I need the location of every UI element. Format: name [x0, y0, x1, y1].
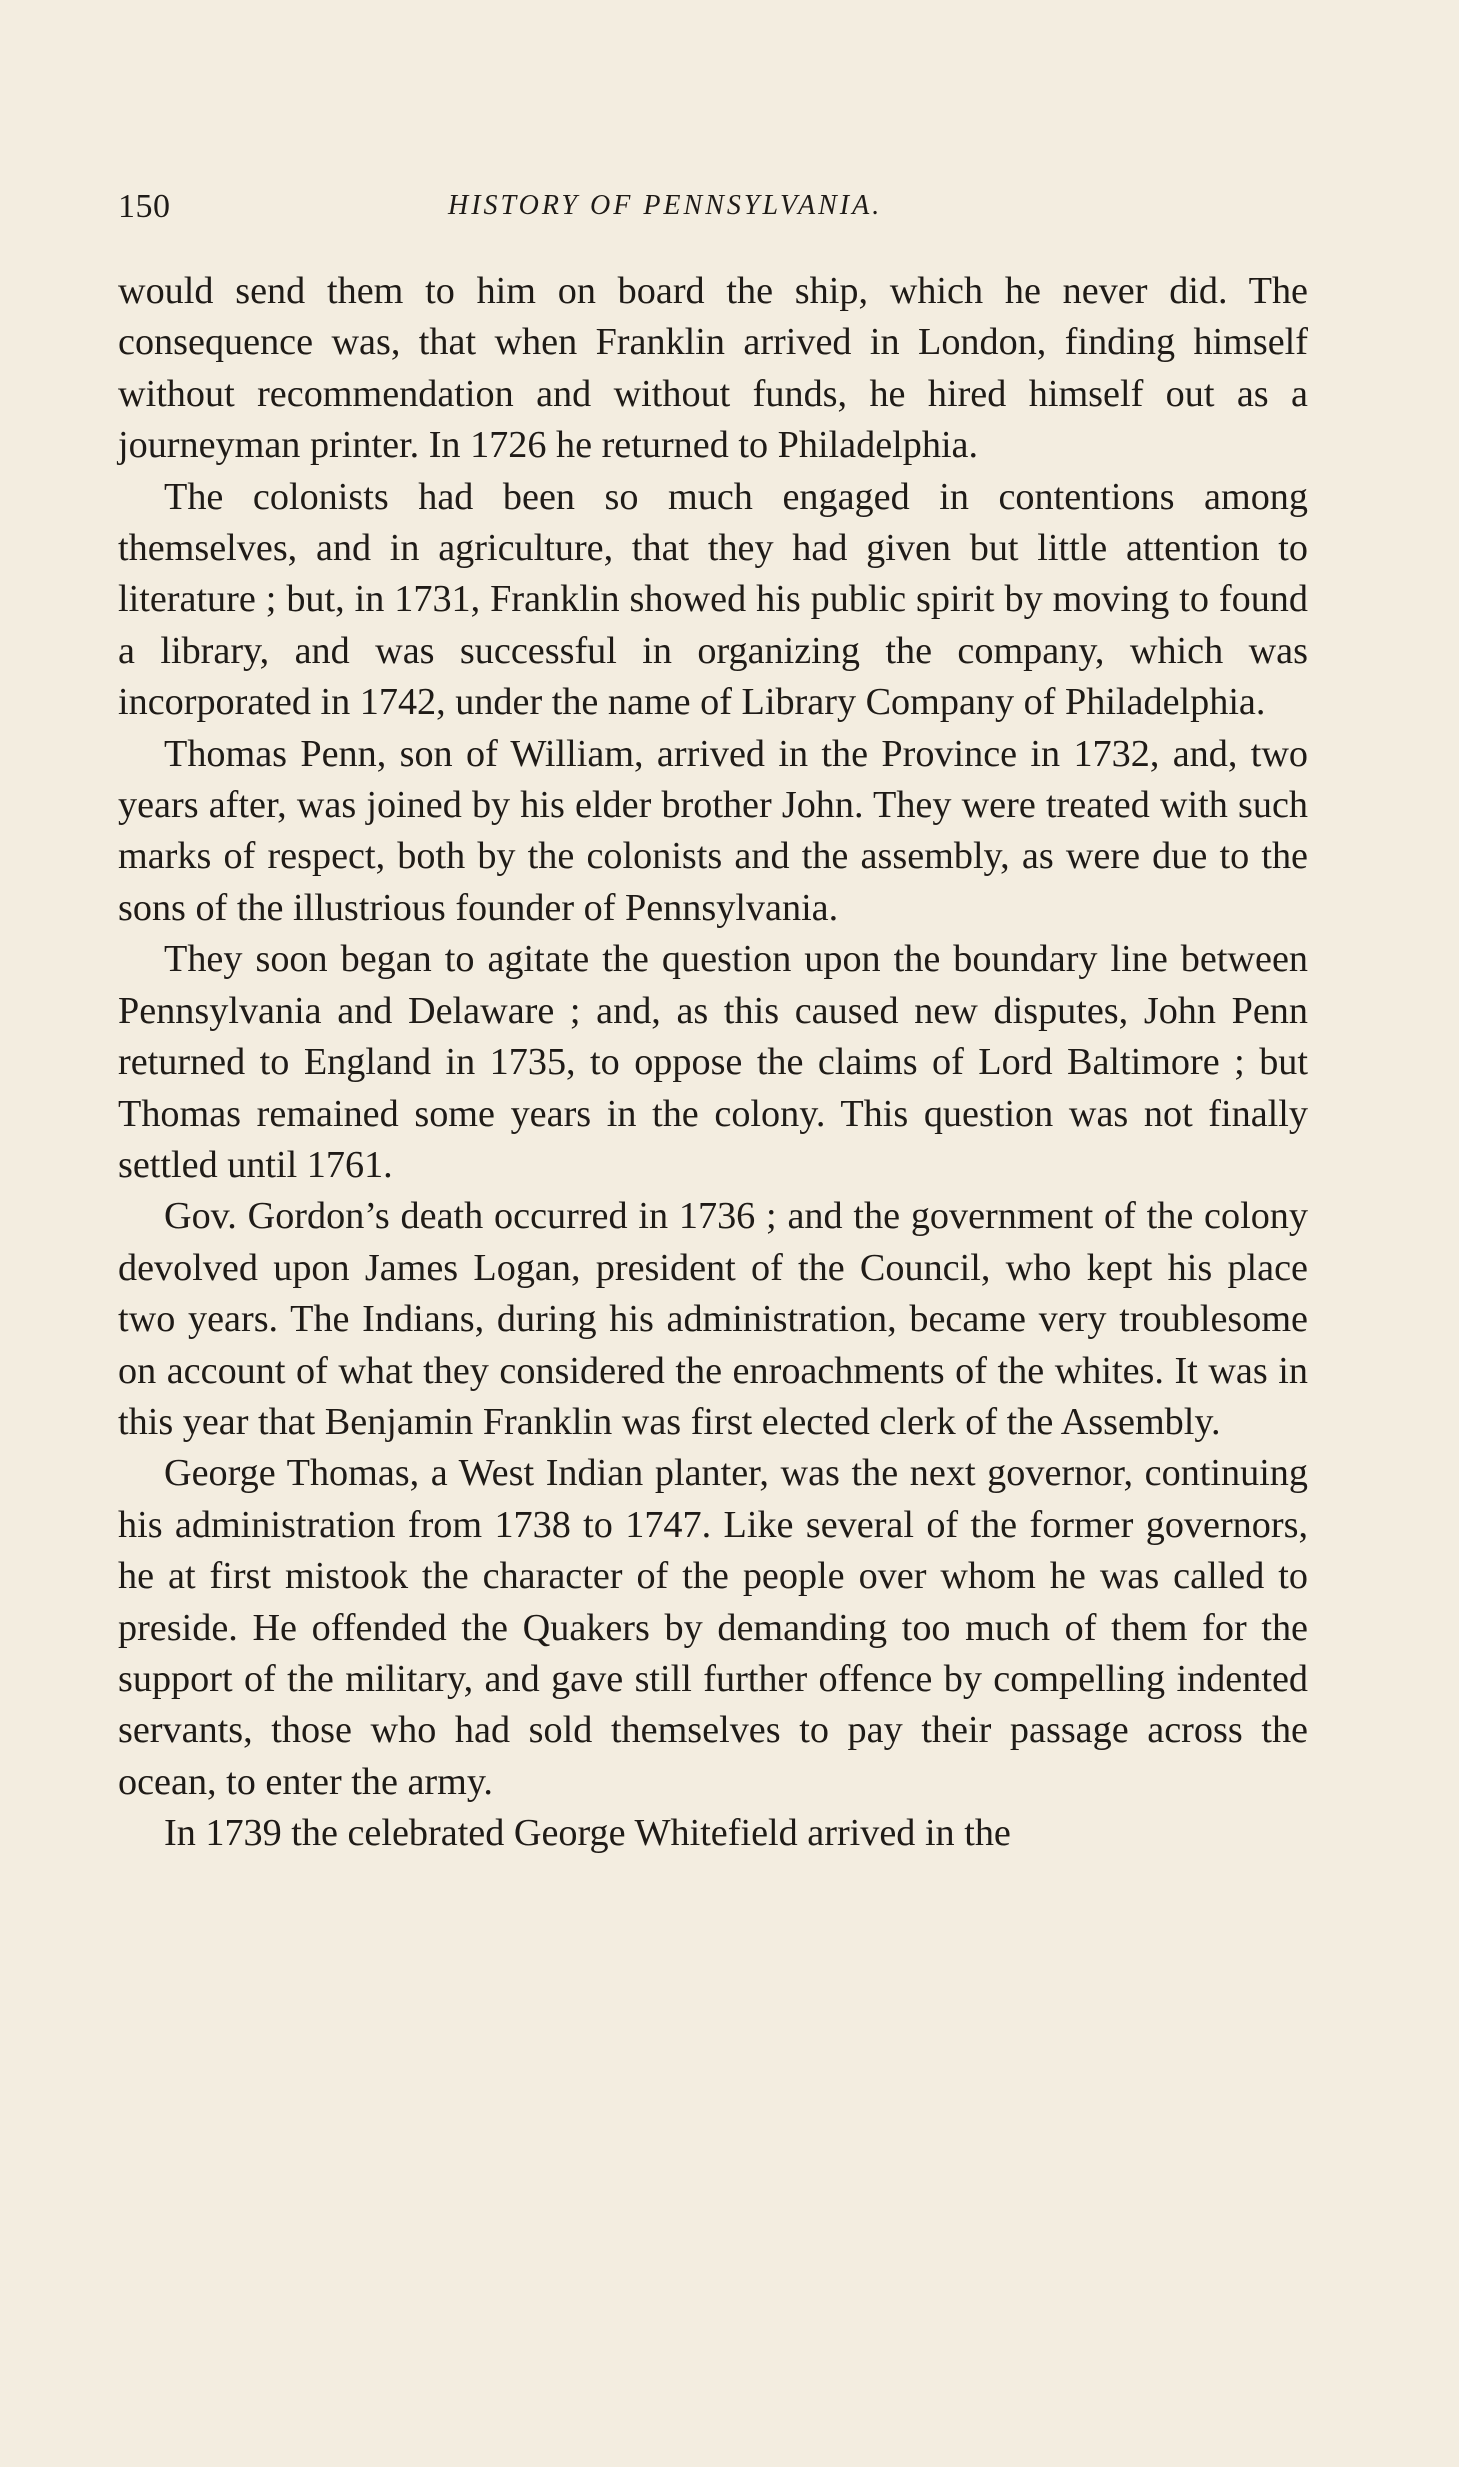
paragraph: Thomas Penn, son of William, arrived in the Province in 1732, and, two years after, was joined by his elder brother John. They were treated with such marks of respect, both by the colonists and the assembly, as were due to the sons of the illustrious founder of Pennsylvania. — [118, 732, 1308, 929]
paragraph: In 1739 the celebrated George Whitefield arrived in the — [164, 1812, 1011, 1855]
paragraph: George Thomas, a West Indian planter, was the next governor, continuing his administration from 1738 to 1747. Like several of the former governors, he at first mistook the character of the people over whom he was called to preside. He offended the Quakers by demanding too much of them for the support of the military, and gave still further offence by compelling indented servants, those who had sold themselves to pay their passage across the ocean, to enter the army. — [118, 1452, 1308, 1803]
running-head: HISTORY OF PENNSYLVANIA. — [448, 190, 883, 221]
page-number: 150 — [118, 188, 171, 225]
paragraph: They soon began to agitate the question upon the boundary line between Pennsylvania and Delaware ; and, as this caused new disputes, John Penn returned to England in 1735, to oppose the claims of Lord Baltimore ; but Thomas remained some years in the colony. This question was not finally settled until 1761. — [118, 938, 1308, 1186]
paragraph: Gov. Gordon’s death occurred in 1736 ; and the government of the colony devolved upon James Logan, president of the Council, who kept his place two years. The Indians, during his administration, became very troublesome on account of what they considered the enroachments of the whites. It was in this year that Benjamin Franklin was first elected clerk of the Assembly. — [118, 1195, 1308, 1443]
page-header — [118, 188, 1308, 234]
paragraph: The colonists had been so much engaged in contentions among themselves, and in agriculture, that they had given but little attention to literature ; but, in 1731, Franklin showed his public spirit by moving to found a library, and was successful in organizing the company, which was incorporated in 1742, under the name of Library Company of Philadelphia. — [118, 475, 1308, 724]
paragraph: would send them to him on board the ship, which he never did. The consequence was, that when Franklin arrived in London, finding himself without recommendation and without funds, he hired himself out as a journeyman printer. In 1726 he returned to Philadelphia. — [118, 270, 1308, 467]
page-body — [118, 266, 1308, 1860]
